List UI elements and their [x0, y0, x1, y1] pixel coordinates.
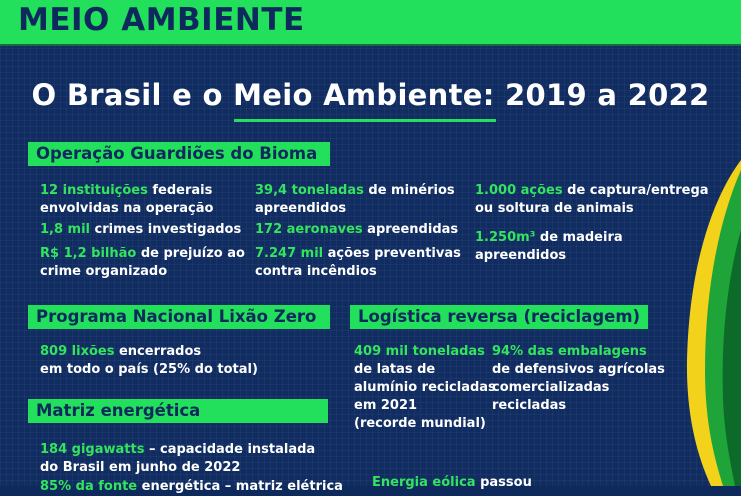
section-label-lixao: Programa Nacional Lixão Zero	[28, 305, 330, 329]
stat-text: de madeira	[535, 230, 623, 245]
section-label-logistica: Logística reversa (reciclagem)	[350, 305, 648, 329]
stat-text: ações preventivas	[323, 246, 461, 261]
section-label-matriz: Matriz energética	[28, 399, 328, 423]
stat-text: passou	[475, 475, 532, 490]
stat-text: de captura/entrega	[562, 183, 709, 198]
stat-text: ou soltura de animais	[475, 201, 634, 216]
stat-acoes-preventivas	[255, 245, 461, 281]
stat-highlight: Energia eólica	[372, 475, 476, 490]
stat-text: federais	[147, 183, 213, 198]
section-label-guardioes: Operação Guardiões do Bioma	[28, 142, 330, 166]
stat-text: (recorde mundial)	[354, 416, 486, 431]
stat-madeira	[475, 229, 623, 265]
stat-fonte-renovavel	[40, 478, 343, 496]
stat-highlight: 7.247 mil	[255, 246, 324, 261]
stat-text: – capacidade instalada	[144, 442, 316, 457]
section-header-title: MEIO AMBIENTE	[18, 2, 305, 38]
stat-aeronaves	[255, 221, 458, 239]
stat-highlight: 1.000 ações	[475, 183, 563, 198]
stat-text: de defensivos agrícolas	[492, 362, 665, 377]
stat-prejuizo	[40, 245, 245, 281]
stat-text: de minérios	[363, 183, 455, 198]
stat-lixoes	[40, 343, 258, 379]
stat-highlight: 94% das embalagens	[492, 344, 647, 359]
stat-latas-aluminio	[354, 343, 496, 433]
stat-text: comercializadas	[492, 380, 610, 395]
stat-highlight: 172 aeronaves	[255, 222, 363, 237]
stat-text: recicladas	[492, 398, 567, 413]
title-underline	[234, 119, 496, 122]
stat-text: crime organizado	[40, 264, 168, 279]
stat-text: crimes investigados	[90, 222, 242, 237]
stat-highlight: 85% da fonte	[40, 479, 138, 494]
stat-text: alumínio recicladas	[354, 380, 496, 395]
stat-highlight: 39,4 toneladas	[255, 183, 364, 198]
stat-text: em todo o país (25% do total)	[40, 362, 258, 377]
stat-text: encerrados	[114, 344, 202, 359]
stat-crimes	[40, 221, 241, 239]
stat-highlight: R$ 1,2 bilhão	[40, 246, 137, 261]
stat-highlight: 1.250m³	[475, 230, 536, 245]
stat-embalagens	[492, 343, 665, 415]
section-header-bar	[0, 0, 741, 46]
stat-text: energética – matriz elétrica	[137, 479, 343, 494]
stat-minerios	[255, 182, 455, 218]
stat-highlight: 409 mil toneladas	[354, 344, 485, 359]
stat-gigawatts	[40, 441, 315, 477]
stat-text: de latas de	[354, 362, 436, 377]
stat-highlight: 1,8 mil	[40, 222, 91, 237]
stat-text: envolvidas na operação	[40, 201, 214, 216]
flag-ribbon-decoration	[671, 160, 741, 486]
stat-text: em 2021	[354, 398, 418, 413]
stat-highlight: 184 gigawatts	[40, 442, 145, 457]
stat-highlight: 809 lixões	[40, 344, 115, 359]
stat-energia-eolica	[372, 474, 532, 492]
stat-text: apreendidos	[255, 201, 347, 216]
stat-text: apreendidas	[362, 222, 459, 237]
stat-text: do Brasil em junho de 2022	[40, 460, 241, 475]
stat-text: de prejuízo ao	[136, 246, 245, 261]
stat-text: apreendidos	[475, 248, 567, 263]
stat-highlight: 12 instituições	[40, 183, 148, 198]
stat-instituicoes	[40, 182, 213, 218]
stat-text: contra incêndios	[255, 264, 377, 279]
page-title: O Brasil e o Meio Ambiente: 2019 a 2022	[31, 78, 710, 112]
